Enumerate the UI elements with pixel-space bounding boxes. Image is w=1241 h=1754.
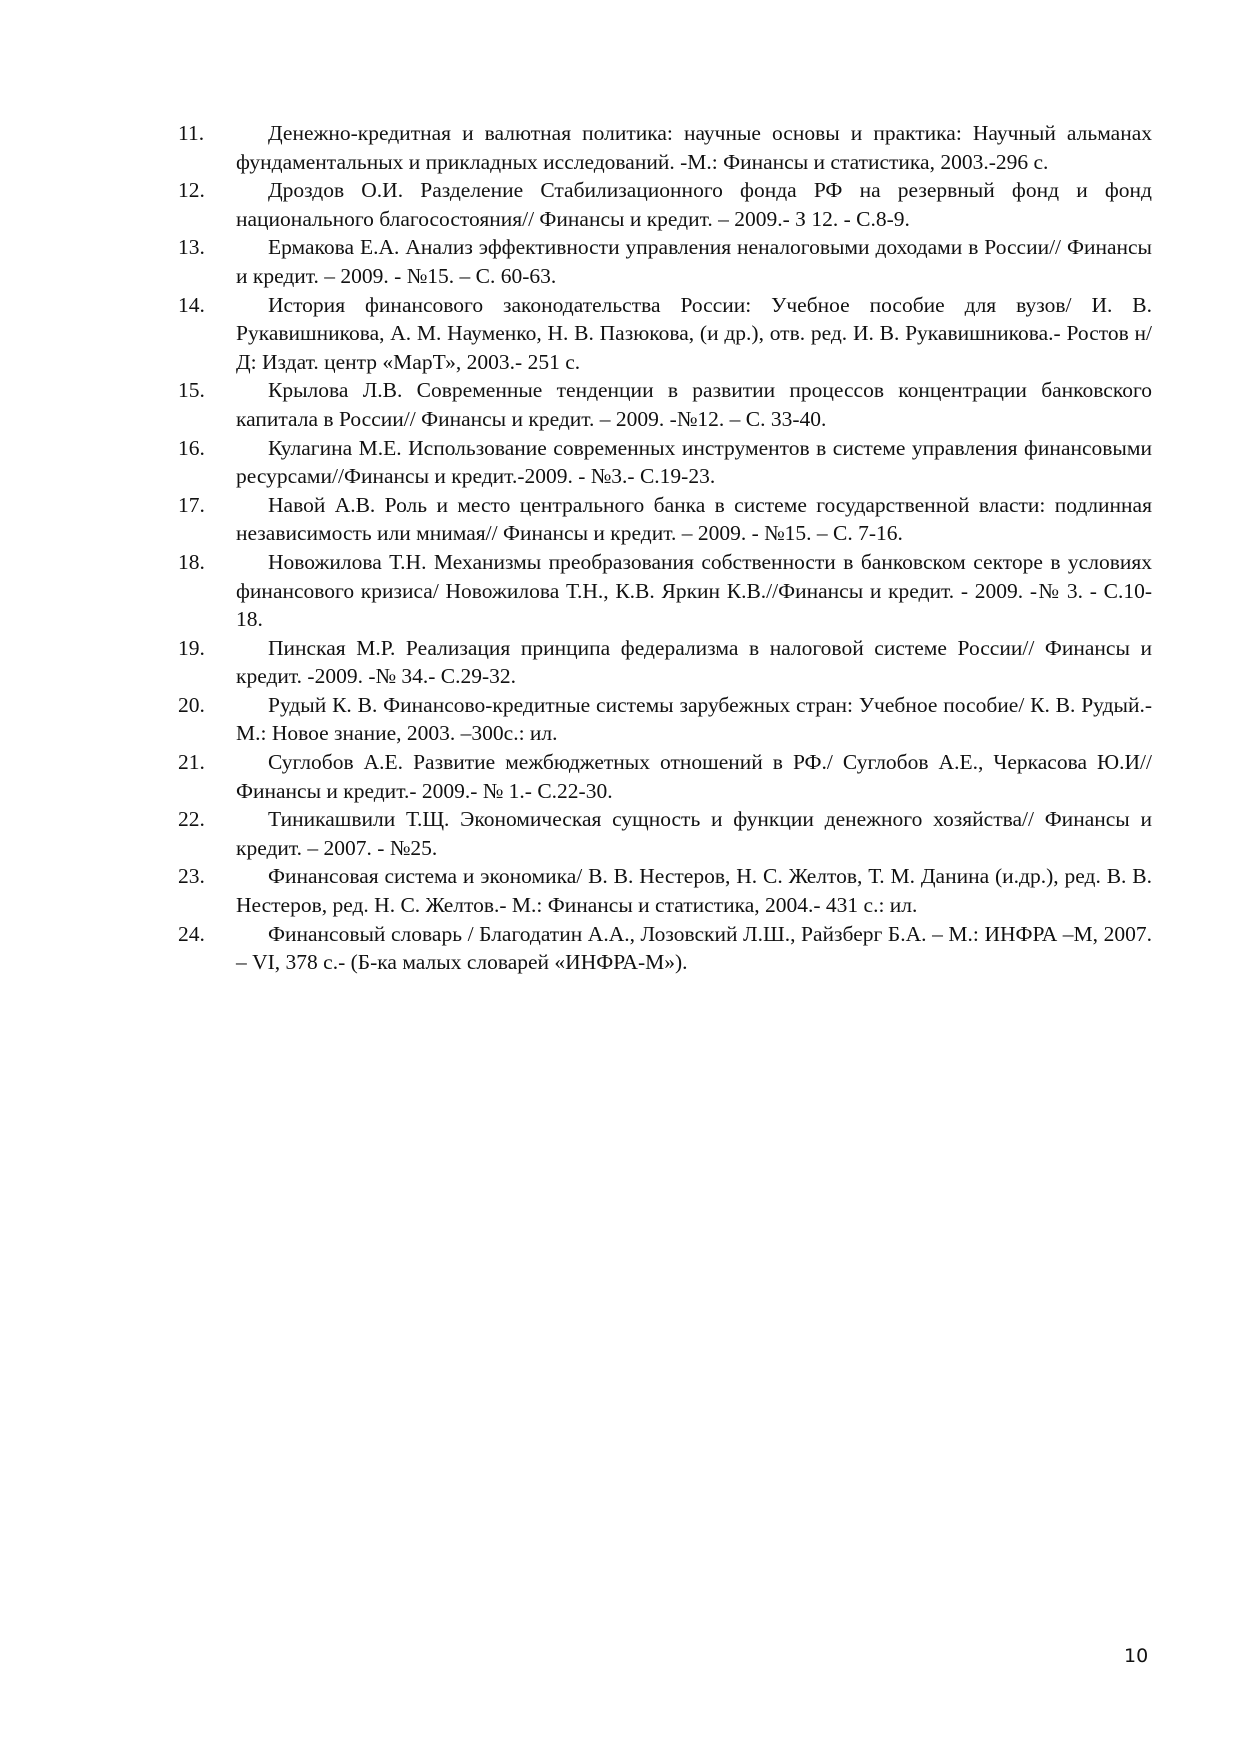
reference-item bbox=[178, 862, 1152, 919]
reference-item bbox=[178, 491, 1152, 548]
reference-number: 21. bbox=[178, 750, 205, 775]
reference-text: Навой А.В. Роль и место центрального банка в системе государственной власти: подлинная независимость или мнимая// Финансы и кредит. – 2009. - №15. – С. 7-16. bbox=[236, 492, 1152, 546]
reference-item bbox=[178, 805, 1152, 862]
reference-number: 20. bbox=[178, 692, 205, 717]
reference-item bbox=[178, 119, 1152, 176]
reference-text: Рудый К. В. Финансово-кредитные системы зарубежных стран: Учебное пособие/ К. В. Рудый.- М.: Новое знание, 2003. –300с.: ил. bbox=[236, 692, 1152, 746]
reference-text: Крылова Л.В. Современные тенденции в развитии процессов концентрации банковского капитала в России// Финансы и кредит. – 2009. -№12. – С. 33-40. bbox=[236, 378, 1152, 431]
reference-text: Кулагина М.Е. Использование современных инструментов в системе управления финансовыми ресурсами//Финансы и кредит.-2009. - №3.- С.19-23. bbox=[236, 435, 1152, 489]
reference-number: 12. bbox=[178, 178, 205, 203]
reference-item bbox=[178, 920, 1152, 977]
reference-item bbox=[178, 291, 1152, 377]
reference-item bbox=[178, 548, 1152, 634]
reference-item bbox=[178, 634, 1152, 691]
reference-number: 23. bbox=[178, 864, 205, 889]
reference-list bbox=[178, 119, 1152, 977]
reference-text: Денежно-кредитная и валютная политика: научные основы и практика: Научный альманах фундаментальных и прикладных исследований. -М.: Финансы и статистика, 2003.-296 с. bbox=[236, 121, 1152, 174]
reference-item bbox=[178, 233, 1152, 290]
reference-number: 15. bbox=[178, 378, 205, 403]
reference-item bbox=[178, 691, 1152, 748]
reference-text: Финансовая система и экономика/ В. В. Нестеров, Н. С. Желтов, Т. М. Данина (и.др.), ред. В. В. Нестеров, ред. Н. С. Желтов.- М.: Финансы и статистика, 2004.- 431 с.: ил. bbox=[236, 864, 1152, 918]
reference-number: 18. bbox=[178, 549, 205, 574]
reference-text: Новожилова Т.Н. Механизмы преобразования собственности в банковском секторе в условиях финансового кризиса/ Новожилова Т.Н., К.В. Яркин К.В.//Финансы и кредит. - 2009. -№ 3. - С.10-18. bbox=[236, 549, 1152, 632]
reference-item bbox=[178, 176, 1152, 233]
reference-item bbox=[178, 376, 1152, 433]
reference-number: 13. bbox=[178, 235, 205, 260]
reference-text: Дроздов О.И. Разделение Стабилизационного фонда РФ на резервный фонд и фонд национального благосостояния// Финансы и кредит. – 2009.- З 12. - С.8-9. bbox=[236, 178, 1152, 231]
reference-number: 19. bbox=[178, 635, 205, 660]
reference-text: История финансового законодательства России: Учебное пособие для вузов/ И. В. Рукавишникова, А. М. Науменко, Н. В. Пазюкова, (и др.), отв. ред. И. В. Рукавишникова.- Ростов н/Д: Издат. центр «МарТ», 2003.- 251 с. bbox=[236, 292, 1152, 374]
reference-number: 24. bbox=[178, 921, 205, 946]
reference-text: Суглобов А.Е. Развитие межбюджетных отношений в РФ./ Суглобов А.Е., Черкасова Ю.И// Финансы и кредит.- 2009.- № 1.- С.22-30. bbox=[236, 750, 1152, 803]
reference-number: 16. bbox=[178, 435, 205, 460]
reference-text: Пинская М.Р. Реализация принципа федерализма в налоговой системе России// Финансы и кредит. -2009. -№ 34.- С.29-32. bbox=[236, 635, 1152, 689]
reference-number: 17. bbox=[178, 492, 205, 517]
reference-text: Тиникашвили Т.Щ. Экономическая сущность и функции денежного хозяйства// Финансы и кредит. – 2007. - №25. bbox=[236, 807, 1152, 860]
reference-number: 14. bbox=[178, 292, 205, 317]
reference-item bbox=[178, 748, 1152, 805]
page-number: 10 bbox=[1124, 1645, 1149, 1667]
reference-item bbox=[178, 434, 1152, 491]
reference-number: 11. bbox=[178, 121, 205, 145]
reference-number: 22. bbox=[178, 807, 205, 832]
reference-text: Финансовый словарь / Благодатин А.А., Лозовский Л.Ш., Райзберг Б.А. – М.: ИНФРА –М, 2007. – VI, 378 с.- (Б-ка малых словарей «ИНФРА-М»). bbox=[236, 921, 1152, 975]
reference-text: Ермакова Е.А. Анализ эффективности управления неналоговыми доходами в России// Финансы и кредит. – 2009. - №15. – С. 60-63. bbox=[236, 235, 1152, 288]
